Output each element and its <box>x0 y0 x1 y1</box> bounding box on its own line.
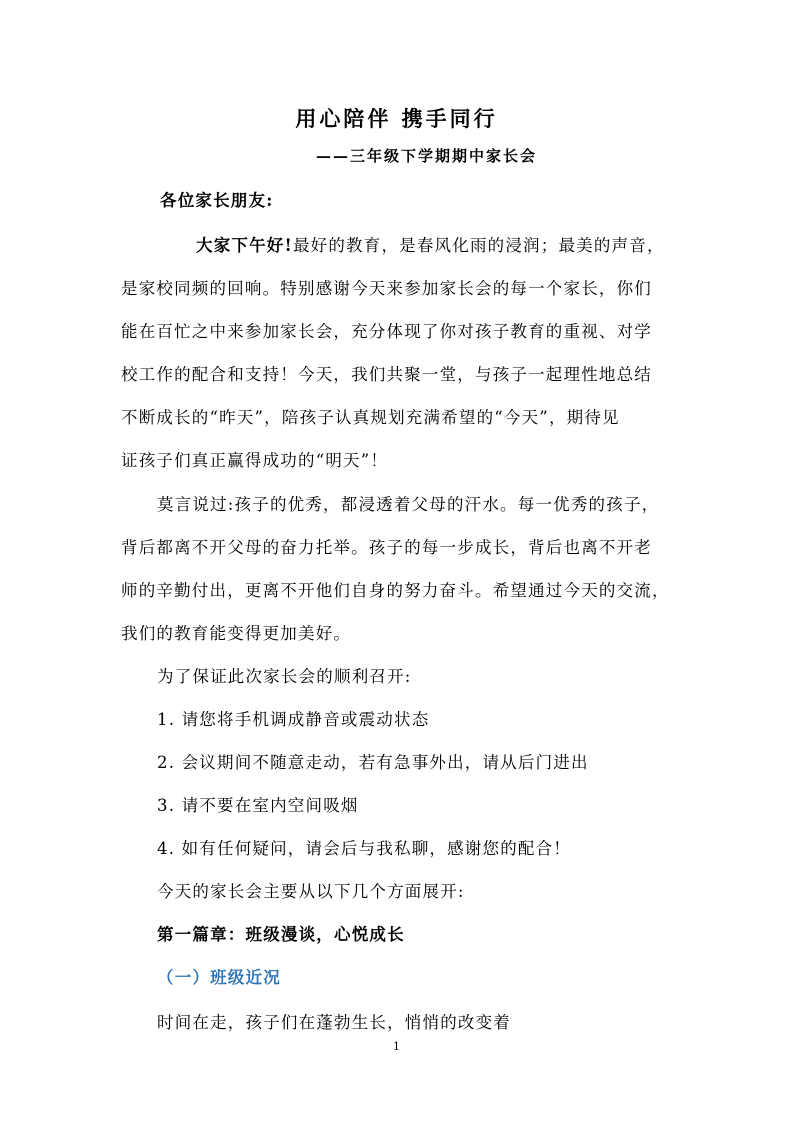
page-number: 1 <box>393 1040 400 1053</box>
intro-line-2: 是家校同频的回响。特别感谢今天来参加家长会的每一个家长，你们 <box>121 279 652 298</box>
agenda-intro: 今天的家长会主要从以下几个方面展开: <box>157 882 465 901</box>
document-title: 用心陪伴 携手同行 <box>295 106 498 131</box>
intro-line-4: 校工作的配合和支持！今天，我们共聚一堂，与孩子一起理性地总结 <box>121 365 652 384</box>
intro-line-5: 不断成长的“昨天”，陪孩子认真规划充满希望的“今天”，期待见 <box>121 408 620 427</box>
intro-line-3: 能在百忙之中来参加家长会，充分体现了你对孩子教育的重视、对学 <box>121 322 652 341</box>
quote-line-3: 师的辛勤付出，更离不开他们自身的努力奋斗。希望通过今天的交流， <box>121 581 670 600</box>
chapter-heading: 第一篇章：班级漫谈，心悦成长 <box>157 925 405 944</box>
rules-intro: 为了保证此次家长会的顺利召开: <box>157 667 412 686</box>
intro-line-6: 证孩子们真正赢得成功的“明天”！ <box>121 451 389 470</box>
quote-line-2: 背后都离不开父母的奋力托举。孩子的每一步成长，背后也离不开老 <box>121 538 652 557</box>
document-subtitle: ——三年级下学期期中家长会 <box>315 147 537 165</box>
salutation: 各位家长朋友: <box>160 191 274 210</box>
quote-line-1: 莫言说过:孩子的优秀，都浸透着父母的汗水。每一优秀的孩子， <box>157 495 660 514</box>
rule-item-1: 1. 请您将手机调成静音或震动状态 <box>157 710 430 729</box>
section-text: 时间在走，孩子们在蓬勃生长，悄悄的改变着 <box>157 1013 511 1032</box>
greeting: 大家下午好! <box>196 236 293 255</box>
rule-item-2: 2. 会议期间不随意走动，若有急事外出，请从后门进出 <box>157 753 589 772</box>
rule-item-4: 4. 如有任何疑问，请会后与我私聊，感谢您的配合！ <box>157 839 571 858</box>
section-heading: （一）班级近况 <box>157 968 281 987</box>
quote-line-4: 我们的教育能变得更加美好。 <box>121 624 352 643</box>
rule-item-3: 3. 请不要在室内空间吸烟 <box>157 796 359 815</box>
intro-line-1: 大家下午好!最好的教育，是春风化雨的浸润；最美的声音， <box>196 236 665 255</box>
